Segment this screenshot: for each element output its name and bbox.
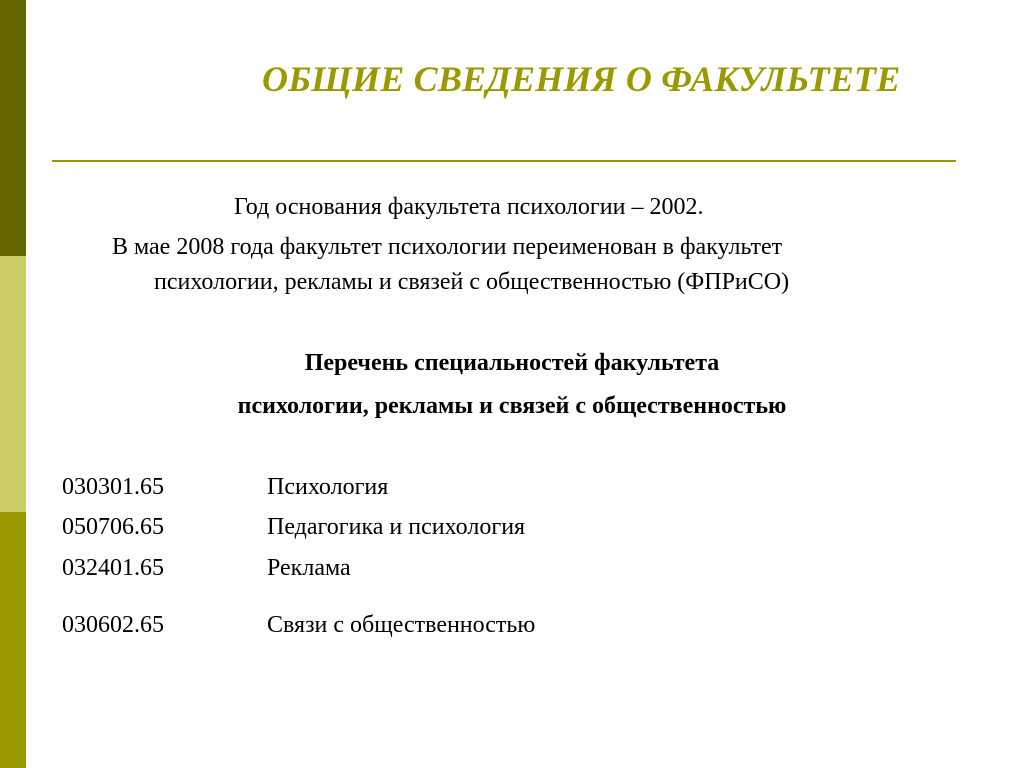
specialty-code: 050706.65: [62, 514, 164, 540]
specialty-name: Реклама: [267, 555, 351, 581]
specialty-code: 030602.65: [62, 612, 164, 638]
specialty-name: Психология: [267, 474, 389, 500]
decorative-stripe-bottom: [0, 512, 26, 768]
list-heading-line-1: Перечень специальностей факультета: [304, 350, 720, 376]
title-underline: [52, 160, 956, 162]
specialty-code: 030301.65: [62, 474, 164, 500]
intro-line-1: Год основания факультета психологии – 2002.: [234, 194, 704, 220]
specialty-name: Педагогика и психология: [267, 514, 526, 540]
specialty-code: 032401.65: [62, 555, 164, 581]
intro-line-3: психологии, рекламы и связей с общественностью (ФПРиСО): [154, 269, 790, 295]
list-heading-line-2: психологии, рекламы и связей с общественностью: [237, 393, 787, 419]
specialty-name: Связи с общественностью: [267, 612, 536, 638]
intro-line-2: В мае 2008 года факультет психологии переименован в факультет: [112, 234, 783, 260]
decorative-stripe-middle: [0, 256, 26, 512]
decorative-stripe-top: [0, 0, 26, 256]
slide-title: ОБЩИЕ СВЕДЕНИЯ О ФАКУЛЬТЕТЕ: [262, 59, 901, 99]
